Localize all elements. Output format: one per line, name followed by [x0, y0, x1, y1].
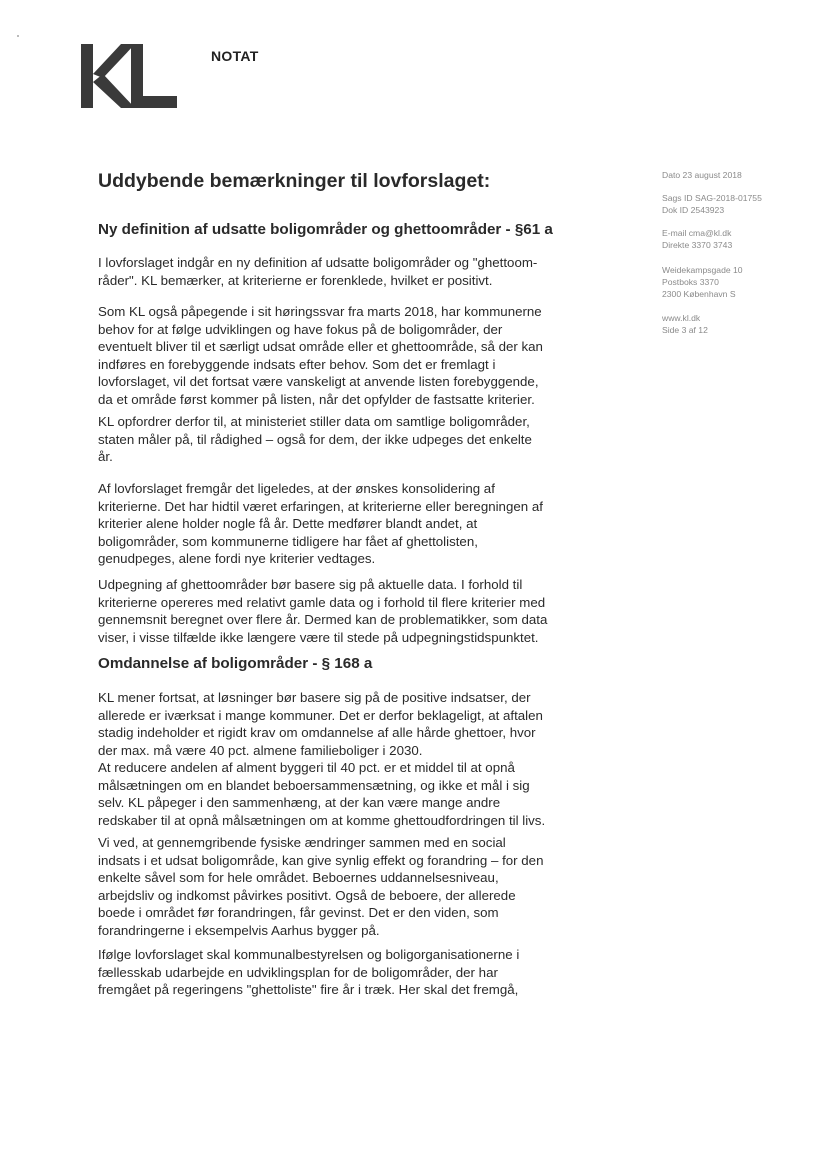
scan-speck	[17, 35, 19, 37]
sidebar-date: Dato 23 august 2018	[662, 170, 742, 180]
website-link[interactable]: www.kl.dk	[662, 313, 701, 323]
page-number: Side 3 af 12	[662, 324, 708, 335]
sidebar-ids: Sags ID SAG-2018-01755 Dok ID 2543923	[662, 193, 762, 215]
sidebar-address: Weidekampsgade 10 Postboks 3370 2300 København S	[662, 265, 743, 299]
section-heading: Ny definition af udsatte boligområder og ghettoområder - §61 a	[98, 221, 553, 238]
document-type-label: NOTAT	[211, 48, 259, 64]
paragraph: Vi ved, at gennemgribende fysiske ændringer sammen med en social indsats i et udsat boligområde, kan give synlig effekt og forandring – for den enkelte såvel som for hele området. Beboernes uddannelsesniveau, arbejdsliv og indkomst påvirkes positivt. Også de beboere, der allerede boede i området før forandringen, får gevinst. Det er den viden, som forandringerne i eksempelvis Aarhus bygger på.	[98, 835, 544, 938]
paragraph: Udpegning af ghettoområder bør basere sig på aktuelle data. I forhold til kriterierne opereres med relativt gamle data og i forhold til flere kriterier med gennemsnit beregnet over flere år. Dermed kan de problematikker, som data viser, i visse tilfælde ikke længere være til stede på udpegningstidspunktet.	[98, 577, 548, 645]
paragraph: Af lovforslaget fremgår det ligeledes, at der ønskes konsolidering af kriterierne. Det har hidtil været erfaringen, at kriterierne eller beregningen af kriterier alene holder nogle få år. Dette medfører blandt andet, at boligområder, som kommunerne tidligere har fået af ghettolisten, genudpeges, alene fordi nye kriterier vedtages.	[98, 481, 543, 566]
sidebar-footer	[662, 313, 812, 337]
paragraph: I lovforslaget indgår en ny definition af udsatte boligområder og "ghettoom- råder". KL bemærker, at kriterierne er forenklede, hvilket er positivt.	[98, 255, 538, 288]
paragraph: KL opfordrer derfor til, at ministeriet stiller data om samtlige boligområder, staten måler på, til rådighed – også for dem, der ikke udpeges det enkelte år.	[98, 414, 532, 464]
paragraph: Som KL også påpegende i sit høringssvar fra marts 2018, har kommunerne behov for at følge udviklingen og have fokus på de boligområder, der eventuelt bliver til et særligt udsat område eller et ghettoområde, så der kan indføres en forebyggende indsats efter behov. Som det er fremlagt i lovforslaget, vil det fortsat være vanskeligt at anvende listen forebyggende, da et område først kommer på listen, når det opfylder de fastsatte kriterier.	[98, 304, 543, 407]
paragraph: KL mener fortsat, at løsninger bør basere sig på de positive indsatser, der allerede er iværksat i mange kommuner. Det er derfor beklageligt, at aftalen stadig indeholder et rigidt krav om omdannelse af alle hårde ghettoer, hvor der max. må være 40 pct. almene familieboliger i 2030. At reducere andelen af alment byggeri til 40 pct. er et middel til at opnå målsætningen om en blandet beboersammensætning, og ikke et mål i sig selv. KL påpeger i den sammenhæng, at der kan være mange andre redskaber til at opnå målsætningen om at komme ghettoudfordringen til livs.	[98, 690, 546, 828]
paragraph: Ifølge lovforslaget skal kommunalbestyrelsen og boligorganisationerne i fællesskab udarbejde en udviklingsplan for de boligområder, der har fremgået på regeringens "ghettoliste" fire år i træk. Her skal det fremgå,	[98, 947, 520, 997]
section-heading: Omdannelse af boligområder - § 168 a	[98, 655, 373, 672]
kl-logo	[81, 44, 181, 108]
page-title: Uddybende bemærkninger til lovforslaget:	[98, 170, 491, 192]
sidebar-contact: E-mail cma@kl.dk Direkte 3370 3743	[662, 228, 733, 250]
